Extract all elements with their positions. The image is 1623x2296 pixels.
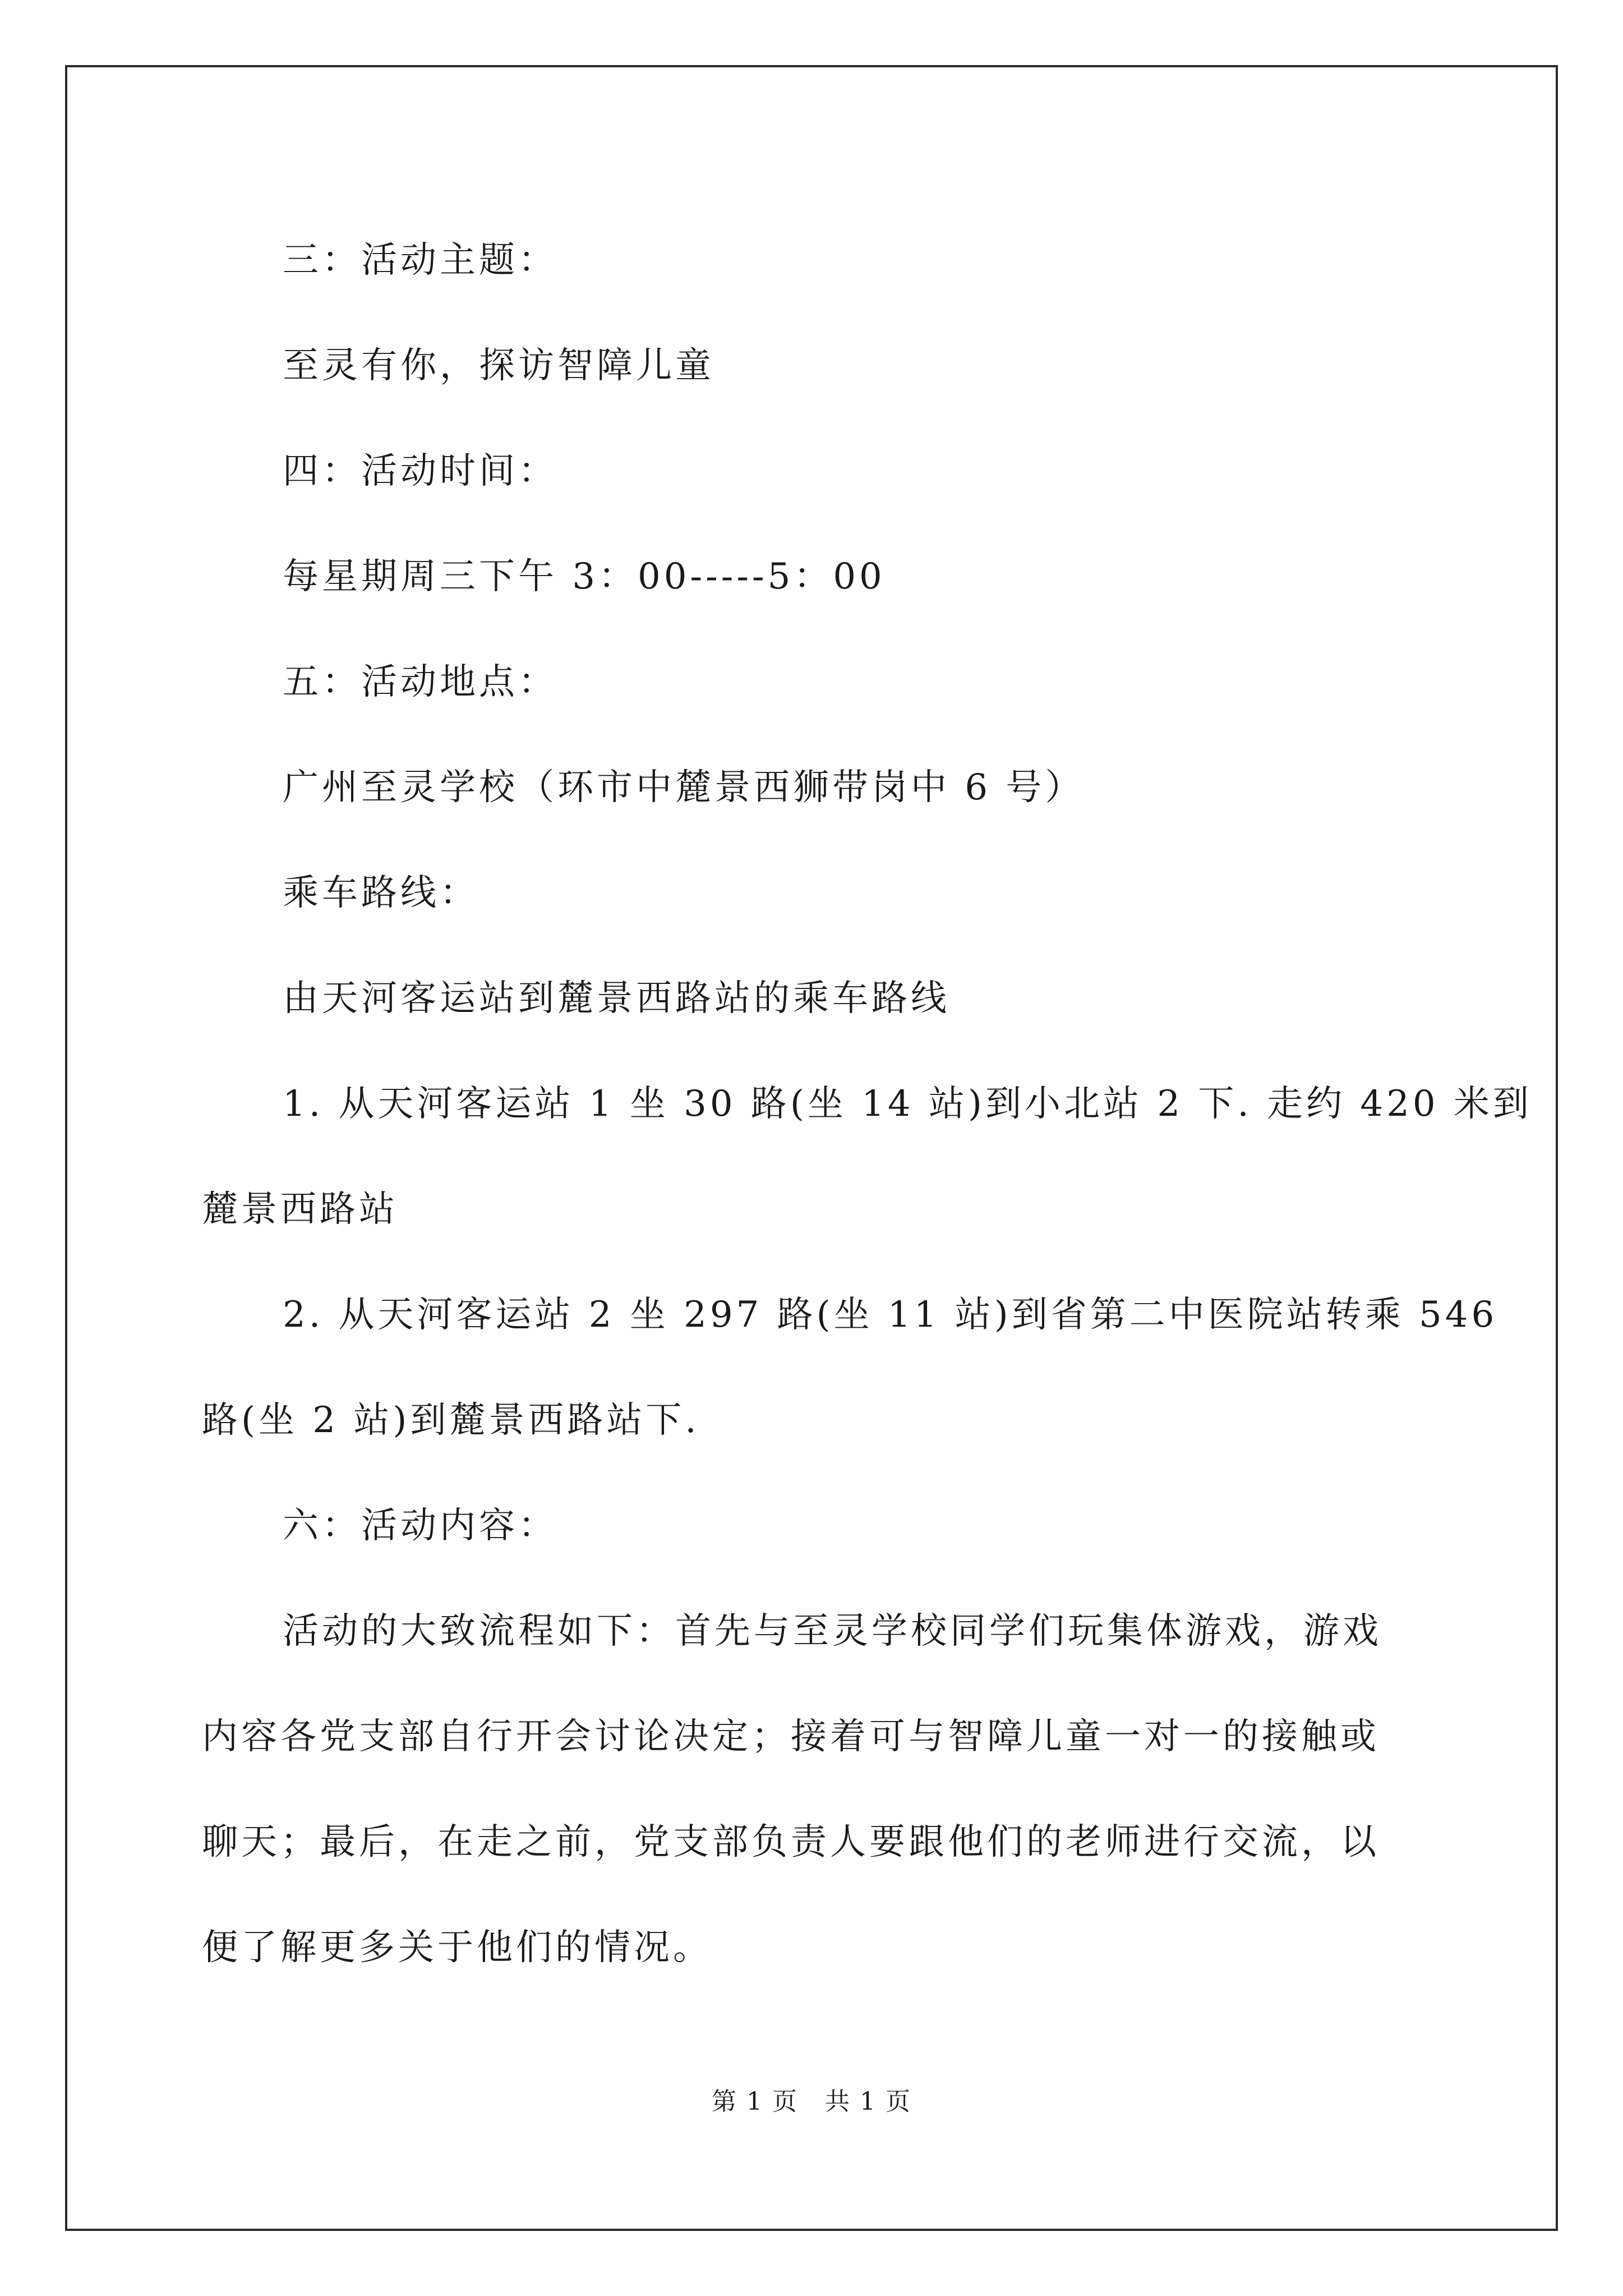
doc-line: 便了解更多关于他们的情况。 (202, 1927, 712, 1968)
doc-line: 六：活动内容： (283, 1505, 557, 1547)
doc-line: 乘车路线： (283, 872, 479, 914)
doc-line: 内容各党支部自行开会讨论决定；接着可与智障儿童一对一的接触或 (202, 1716, 1380, 1757)
doc-line: 2. 从天河客运站 2 坐 297 路(坐 11 站)到省第二中医院站转乘 546 (283, 1294, 1498, 1336)
doc-line: 由天河客运站到麓景西路站的乘车路线 (283, 978, 950, 1019)
doc-line: 聊天；最后，在走之前，党支部负责人要跟他们的老师进行交流，以 (202, 1821, 1380, 1863)
doc-line: 五：活动地点： (283, 661, 557, 703)
doc-line: 活动的大致流程如下：首先与至灵学校同学们玩集体游戏，游戏 (283, 1611, 1382, 1652)
doc-line: 四：活动时间： (283, 450, 557, 492)
doc-line: 麓景西路站 (202, 1189, 398, 1230)
page-footer: 第 1 页 共 1 页 (712, 2087, 911, 2116)
doc-line: 路(坐 2 站)到麓景西路站下. (202, 1400, 700, 1441)
doc-line: 至灵有你，探访智障儿童 (283, 345, 714, 386)
doc-line: 广州至灵学校（环市中麓景西狮带岗中 6 号） (283, 767, 1085, 808)
doc-line: 每星期周三下午 3：00-----5：00 (283, 556, 886, 597)
document-body (202, 208, 1532, 2000)
doc-line: 1. 从天河客运站 1 坐 30 路(坐 14 站)到小北站 2 下. 走约 420 米到 (283, 1083, 1532, 1125)
doc-line: 三：活动主题： (283, 240, 557, 281)
